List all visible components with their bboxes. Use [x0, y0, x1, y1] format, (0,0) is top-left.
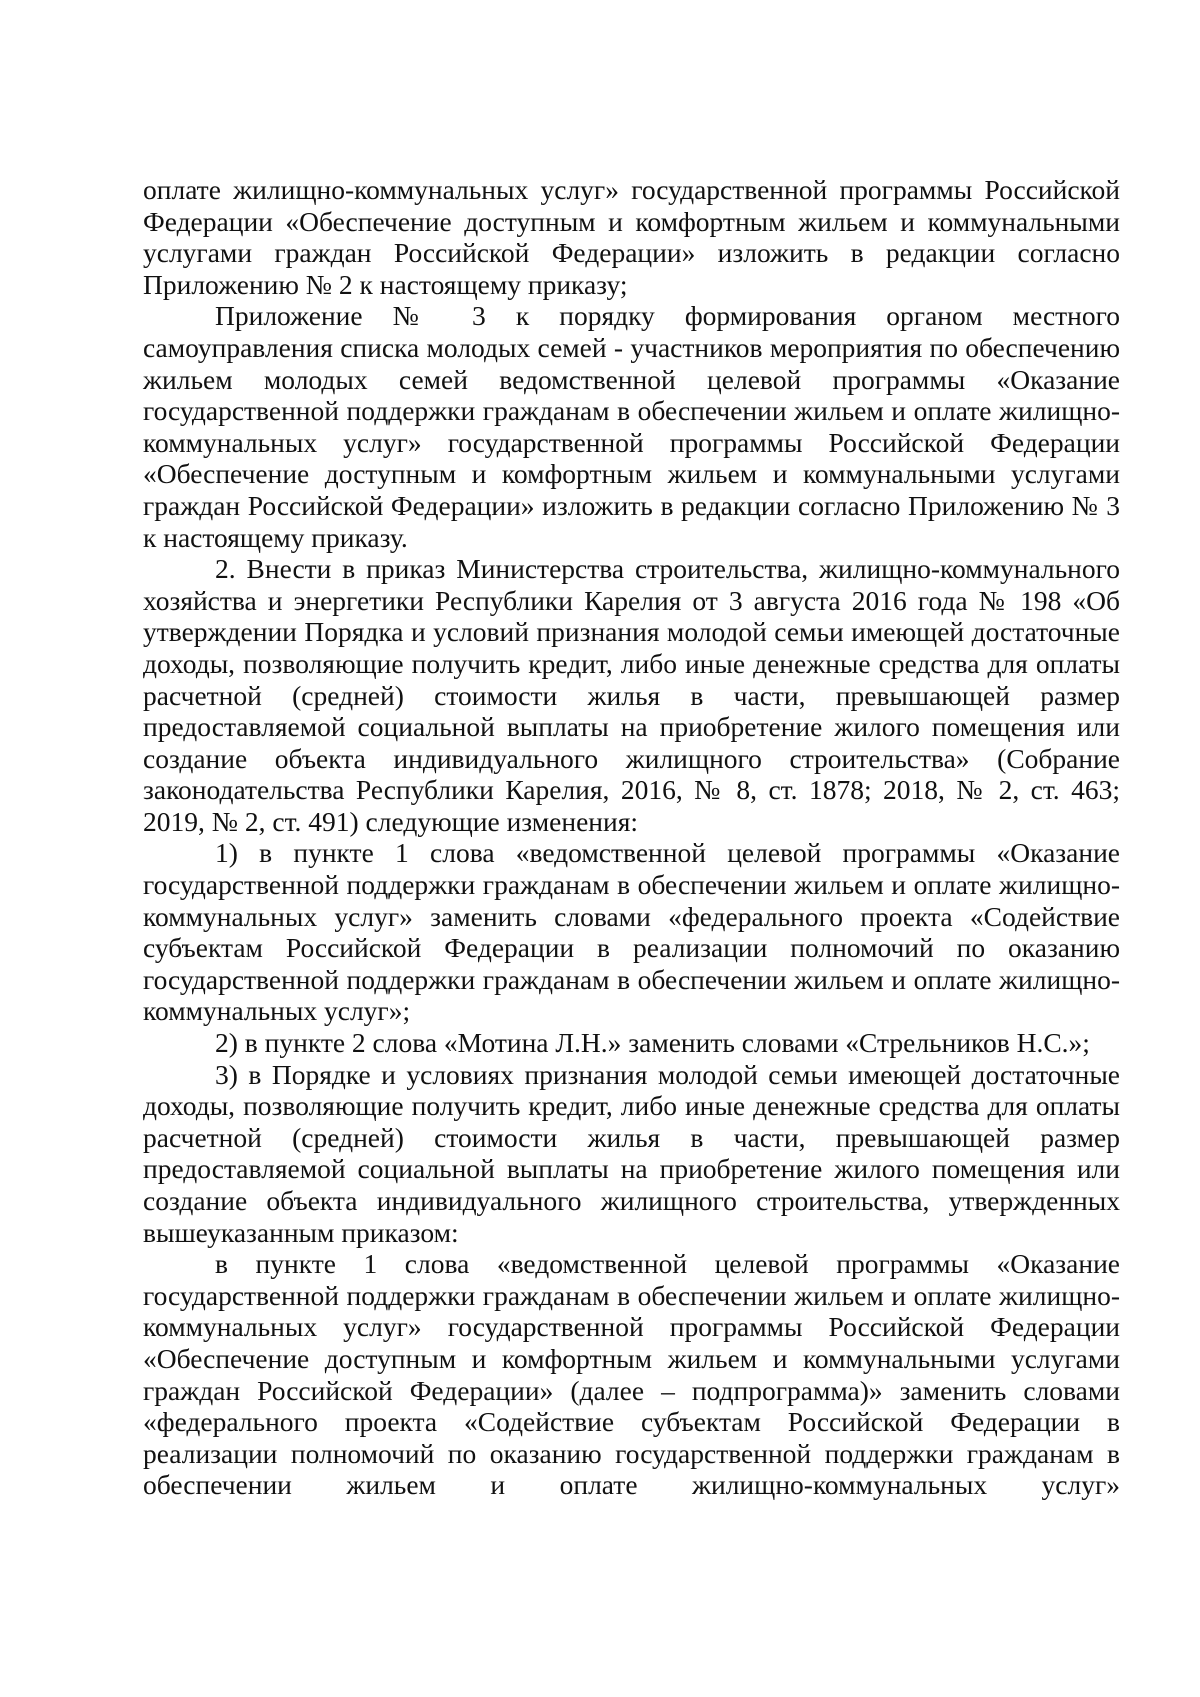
paragraph-point-1: в пункте 1 слова «ведомственной целевой программы «Оказание государственной поддержки гражданам в обеспечении жильем и оплате жилищно-коммунальных услуг» государственной программы Российской Федерации «Обеспечение доступным и комфортным жильем и коммунальными услугами граждан Российской Федерации» (далее – подпрограмма)» заменить словами «федерального проекта «Содействие субъектам Российской Федерации в реализации полномочий по оказанию государственной поддержки гражданам в обеспечении жильем и оплате жилищно-коммунальных услуг»: [143, 1248, 1120, 1501]
paragraph-subitem-2: 2) в пункте 2 слова «Мотина Л.Н.» заменить словами «Стрельников Н.С.»;: [215, 1027, 1090, 1059]
paragraph-subitem-3: 3) в Порядке и условиях признания молодой семьи имеющей достаточные доходы, позволяющие получить кредит, либо иные денежные средства для оплаты расчетной (средней) стоимости жилья в части, превышающей размер предоставляемой социальной выплаты на приобретение жилого помещения или создание объекта индивидуального жилищного строительства, утвержденных вышеуказанным приказом:: [143, 1058, 1120, 1248]
paragraph-continuation: оплате жилищно-коммунальных услуг» государственной программы Российской Федерации «Обеспечение доступным и комфортным жильем и коммунальными услугами граждан Российской Федерации» изложить в редакции согласно Приложению № 2 к настоящему приказу;: [143, 174, 1120, 300]
paragraph-appendix-3: Приложение № 3 к порядку формирования органом местного самоуправления списка молодых семей - участников мероприятия по обеспечению жильем молодых семей ведомственной целевой программы «Оказание государственной поддержки гражданам в обеспечении жильем и оплате жилищно-коммунальных услуг» государственной программы Российской Федерации «Обеспечение доступным и комфортным жильем и коммунальными услугами граждан Российской Федерации» изложить в редакции согласно Приложению № 3 к настоящему приказу.: [143, 300, 1120, 553]
paragraph-subitem-1: 1) в пункте 1 слова «ведомственной целевой программы «Оказание государственной поддержки гражданам в обеспечении жильем и оплате жилищно-коммунальных услуг» заменить словами «федерального проекта «Содействие субъектам Российской Федерации в реализации полномочий по оказанию государственной поддержки гражданам в обеспечении жильем и оплате жилищно-коммунальных услуг»;: [143, 837, 1120, 1027]
document-body: [143, 174, 1120, 1501]
paragraph-item-2: 2. Внести в приказ Министерства строительства, жилищно-коммунального хозяйства и энергетики Республики Карелия от 3 августа 2016 года № 198 «Об утверждении Порядка и условий признания молодой семьи имеющей достаточные доходы, позволяющие получить кредит, либо иные денежные средства для оплаты расчетной (средней) стоимости жилья в части, превышающей размер предоставляемой социальной выплаты на приобретение жилого помещения или создание объекта индивидуального жилищного строительства» (Собрание законодательства Республики Карелия, 2016, № 8, ст. 1878; 2018, № 2, ст. 463; 2019, № 2, ст. 491) следующие изменения:: [143, 553, 1120, 837]
